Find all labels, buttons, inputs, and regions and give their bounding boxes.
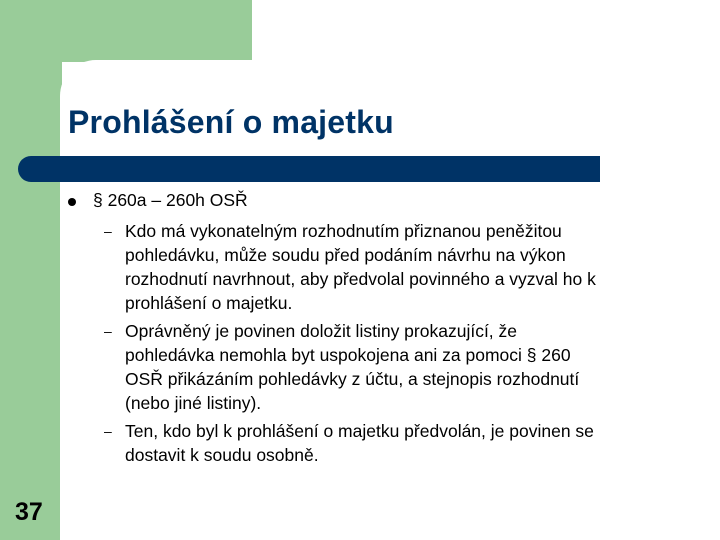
sub-item-line: (nebo jiné listiny). <box>125 393 262 413</box>
sub-item-line: Kdo má vykonatelným rozhodnutím přiznanou peněžitou <box>125 221 562 241</box>
sub-item-line: pohledávku, může soudu před podáním návrhu na výkon <box>125 245 566 265</box>
dash-bullet: – <box>104 323 112 339</box>
page-number: 37 <box>15 498 43 526</box>
sub-item <box>125 319 685 415</box>
sub-item-line: pohledávka nemohla byt uspokojena ani za pomoci § 260 <box>125 345 571 365</box>
slide-title: Prohlášení o majetku <box>68 104 394 140</box>
dash-bullet: – <box>104 423 112 439</box>
sub-item-line: Ten, kdo byl k prohlášení o majetku předvolán, je povinen se <box>125 421 594 441</box>
sub-item-line: rozhodnutí navrhnout, aby předvolal povinného a vyzval ho k <box>125 269 596 289</box>
bullet-point-icon <box>68 198 76 206</box>
sub-item-line: Oprávněný je povinen doložit listiny prokazující, že <box>125 321 518 341</box>
sub-item-line: prohlášení o majetku. <box>125 293 293 313</box>
sub-item <box>125 219 685 315</box>
dash-bullet: – <box>104 223 112 239</box>
sub-item <box>125 419 685 467</box>
sub-item-line: OSŘ přikázáním pohledávky z účtu, a stejnopis rozhodnutí <box>125 369 580 389</box>
bullet-text: § 260a – 260h OSŘ <box>93 190 248 210</box>
sub-item-line: dostavit k soudu osobně. <box>125 445 319 465</box>
title-underline-bar <box>18 156 600 182</box>
decorative-green-stripe-left <box>0 0 62 540</box>
